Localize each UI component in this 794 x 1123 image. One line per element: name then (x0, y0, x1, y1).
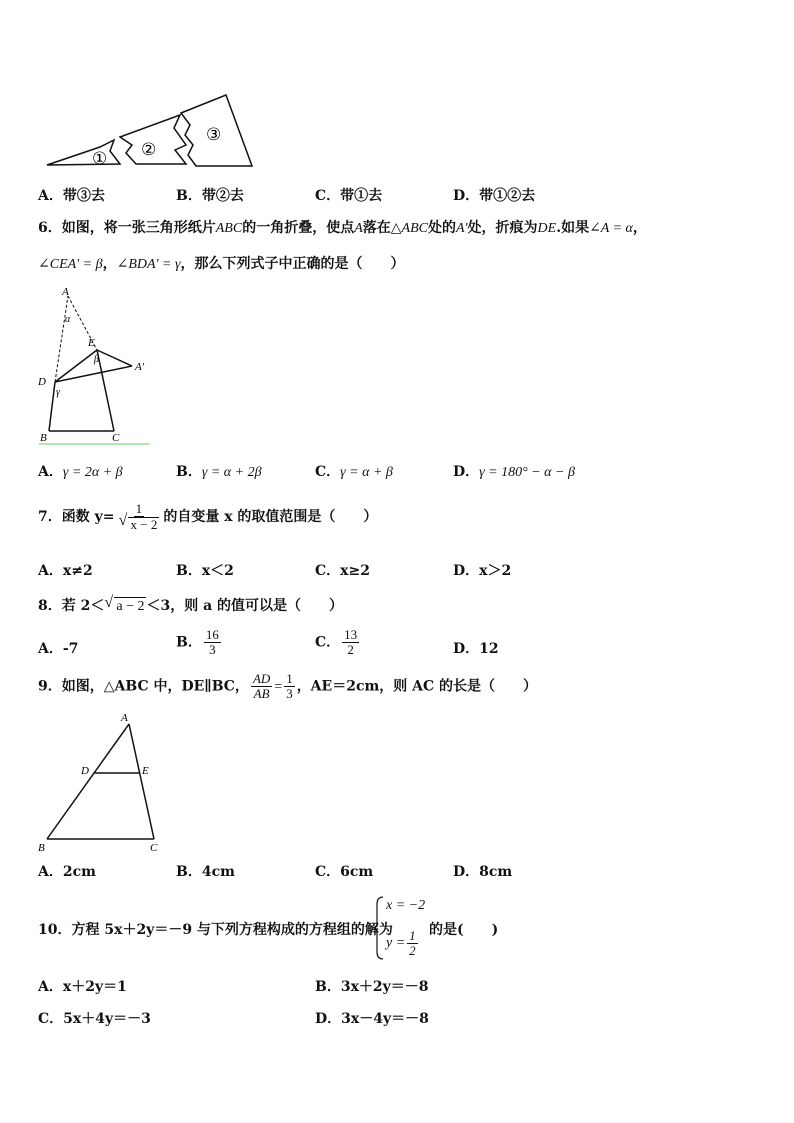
q10-option-a[interactable]: A．x＋2y＝1 (38, 979, 127, 995)
q6-fig-label-e: E (88, 337, 95, 349)
q9-fig-label-d: D (81, 765, 89, 777)
q5-piece-1 (47, 140, 120, 165)
q6-triangle-abc: △ABC (390, 221, 428, 236)
q8-option-letter: C． (315, 634, 341, 651)
q6-stem-text: ， (102, 256, 117, 272)
q6-angle-bda: ∠BDA' = γ (116, 257, 181, 272)
q6-option-a[interactable] (38, 463, 123, 482)
q6-stem-text: 处的 (427, 220, 456, 236)
q5-option-a[interactable]: A．带③去 (38, 188, 105, 204)
q8-frac-num: 16 (205, 627, 219, 642)
q6-fig-label-gamma: γ (56, 387, 60, 398)
q6-fig-label-beta: β (94, 354, 99, 365)
q6-option-expr: γ = 180° − α − β (479, 465, 575, 480)
q8-option-b-frac (204, 628, 221, 657)
q6-fig-label-alpha: α (65, 314, 71, 325)
q5-option-c[interactable]: C．带①去 (315, 188, 383, 204)
q9-figure (34, 710, 169, 855)
q7-option-a[interactable]: A．x≠2 (38, 563, 93, 579)
q6-fig-label-c: C (112, 432, 120, 444)
q5-option-d[interactable]: D．带①②去 (453, 188, 536, 204)
q8-stem-text: 8．若 2＜ (38, 598, 105, 614)
q8-stem (38, 597, 343, 616)
q6-stem-line2 (38, 255, 405, 274)
q6-stem-line1 (38, 219, 647, 238)
q10-option-d[interactable]: D．3x－4y＝－8 (315, 1011, 429, 1027)
q7-option-b[interactable]: B．x＜2 (176, 563, 234, 579)
q6-stem-text: 的一角折叠，使点 (242, 220, 355, 236)
q9-fig-label-a: A (121, 712, 128, 724)
q5-label-3: ③ (206, 125, 222, 144)
q7-option-c[interactable]: C．x≥2 (315, 563, 370, 579)
q9-frac-den: AB (253, 686, 270, 701)
q9-frac-num: 1 (286, 671, 293, 686)
q8-option-d[interactable]: D．12 (453, 641, 499, 657)
q8-frac-num: 13 (344, 627, 358, 642)
q9-frac-den: 3 (286, 686, 293, 701)
q9-option-d[interactable]: D．8cm (453, 864, 513, 880)
q7-option-d[interactable]: D．x＞2 (453, 563, 512, 579)
q9-frac-one-third (284, 672, 295, 701)
q6-option-letter: C． (315, 464, 341, 480)
q6-option-letter: B． (176, 464, 202, 480)
q6-stem-text: 落在 (362, 220, 391, 236)
q7-stem (38, 502, 377, 532)
q6-option-letter: D． (453, 464, 480, 480)
q6-point-a: A (354, 221, 363, 236)
q6-option-b[interactable] (176, 463, 262, 482)
q6-angle-a: ∠A = α (589, 221, 633, 236)
q10-option-b[interactable]: B．3x＋2y＝－8 (315, 979, 429, 995)
q9-stem-text: ，AE＝2cm，则 AC 的长是（ ） (296, 678, 538, 695)
q6-option-expr: γ = α + 2β (201, 465, 262, 480)
q6-stem-text: ，那么下列式子中正确的是（ ） (180, 256, 405, 272)
q8-option-a[interactable]: A．-7 (38, 641, 79, 657)
q7-frac-radical: √ x − 2 (128, 517, 159, 532)
q9-stem-text: 9．如图，△ABC 中，DE∥BC， (38, 678, 249, 695)
q6-fig-label-a: A (62, 286, 69, 298)
q6-stem-text: 处，折痕为 (467, 220, 538, 236)
q7-stem-text: 的自变量 x 的取值范围是（ ） (163, 509, 378, 525)
q9-option-a[interactable]: A．2cm (38, 864, 96, 880)
q7-frac-num: 1 (135, 501, 143, 516)
q10-frac (407, 929, 418, 958)
q9-frac-num: AD (252, 671, 271, 686)
q10-system-y-prefix: y = (386, 935, 406, 951)
q5-label-2: ② (141, 140, 157, 159)
q5-label-1: ① (92, 149, 108, 168)
q6-fig-label-d: D (38, 376, 46, 388)
q10-stem: 10．方程 5x＋2y＝－9 与下列方程构成的方程组的解为 (38, 922, 393, 938)
q9-option-b[interactable]: B．4cm (176, 864, 235, 880)
q10-option-c[interactable]: C．5x＋4y＝－3 (38, 1011, 151, 1027)
q8-frac-den: 3 (209, 642, 216, 657)
q10-system-x: x = −2 (386, 898, 426, 913)
q7-fraction (116, 502, 161, 532)
q6-stem-text: .如果 (556, 220, 590, 236)
q9-stem (38, 672, 537, 701)
q6-abc: ABC (215, 221, 243, 236)
q6-option-c[interactable] (315, 463, 393, 482)
q6-crease-de: DE (537, 221, 557, 236)
q8-option-c-frac (342, 628, 359, 657)
q9-frac-ad-ab (251, 672, 272, 701)
q6-option-d[interactable] (453, 463, 575, 482)
q9-fig-label-c: C (150, 842, 158, 854)
q6-option-expr: γ = α + β (340, 465, 393, 480)
q9-fig-label-b: B (38, 842, 45, 854)
q10-frac-num: 1 (409, 928, 416, 943)
q6-figure (34, 284, 154, 449)
q8-radical: √ a − 2 (114, 597, 146, 616)
q9-fig-label-e: E (142, 765, 149, 777)
q8-option-letter: B． (176, 634, 202, 651)
q5-figure (40, 90, 260, 170)
q6-option-letter: A． (38, 464, 63, 480)
q6-stem-text: 6．如图，将一张三角形纸片 (38, 220, 216, 236)
q6-stem-text: ， (632, 220, 647, 236)
q6-angle-cea: ∠CEA' = β (38, 257, 103, 272)
q5-option-b[interactable]: B．带②去 (176, 188, 244, 204)
q8-option-b[interactable] (176, 628, 223, 657)
q8-frac-den: 2 (347, 642, 354, 657)
q6-fig-label-a-prime: A' (135, 361, 145, 373)
q10-stem-suffix: 的是( ) (429, 922, 499, 938)
q8-option-c[interactable] (315, 628, 361, 657)
q9-equals: = (274, 679, 283, 695)
q7-stem-text: 7．函数 y= (38, 509, 115, 525)
q6-option-expr: γ = 2α + β (62, 465, 123, 480)
q10-brace (374, 896, 384, 960)
q9-option-c[interactable]: C．6cm (315, 864, 374, 880)
q10-system-y (386, 929, 420, 958)
q6-fig-label-b: B (40, 432, 47, 444)
q6-point-a-prime: A' (455, 221, 468, 236)
q10-frac-den: 2 (409, 943, 416, 958)
q8-stem-text: ＜3，则 a 的值可以是（ ） (146, 598, 344, 614)
